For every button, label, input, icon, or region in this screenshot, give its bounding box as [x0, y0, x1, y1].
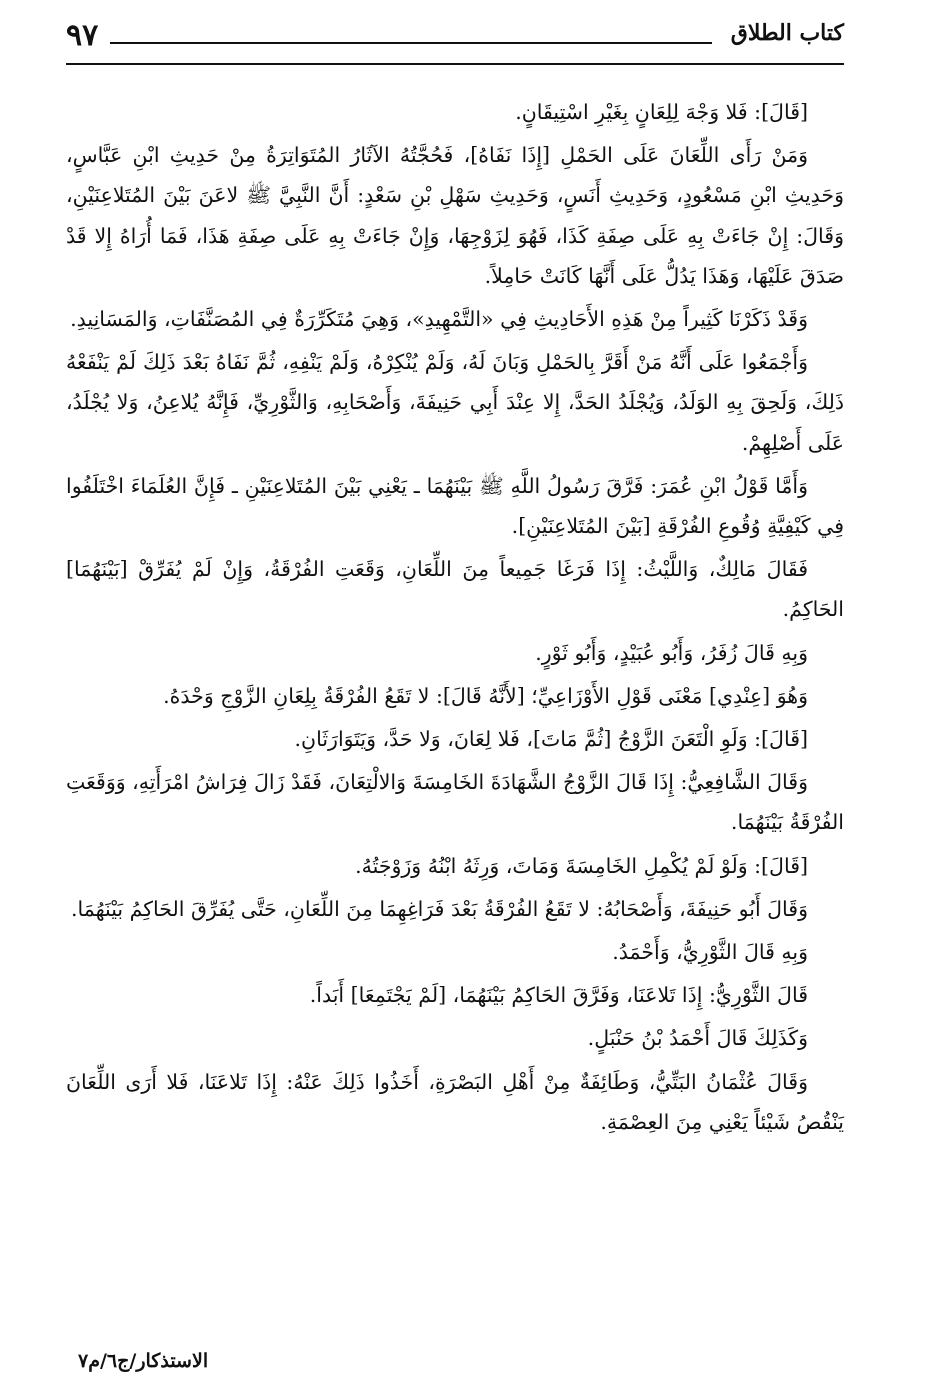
paragraph: وَقَالَ أَبُو حَنِيفَةَ، وَأَصْحَابُهُ: لا تَقَعُ الفُرْقَةُ بَعْدَ فَرَاغِهِمَا مِنَ اللِّعَانِ، حَتَّى يُفَرِّقَ الحَاكِمُ بَيْنَهُمَا.: [70, 896, 808, 921]
paragraph: وَبِهِ قَالَ زُفَرُ، وَأَبُو عُبَيْدٍ، وَأَبُو ثَوْرٍ.: [535, 640, 808, 665]
header-rule: [110, 42, 712, 44]
paragraph: فَقَالَ مَالِكٌ، وَاللَّيْثُ: إِذَا فَرَغَا جَمِيعاً مِنَ اللِّعَانِ، وَقَعَتِ الفُرْقَةُ، وَإِنْ لَمْ يُفَرِّقْ [بَيْنَهُمَا] الحَاكِمُ.: [66, 557, 844, 622]
paragraph: وَبِهِ قَالَ الثَّوْرِيُّ، وَأَحْمَدُ.: [612, 940, 808, 965]
page-header: [66, 18, 844, 66]
page-number: ٩٧: [66, 18, 99, 53]
paragraph: وَقَالَ الشَّافِعِيُّ: إِذَا قَالَ الزَّوْجُ الشَّهَادَةَ الخَامِسَةَ وَالالْتِعَانَ، فَقَدْ زَالَ فِرَاشُ امْرَأَتِهِ، وَوَقَعَتِ الفُرْقَةُ بَيْنَهُمَا.: [66, 770, 844, 835]
paragraph: وَهُوَ [عِنْدِي] مَعْنَى قَوْلِ الأَوْزَاعِيِّ؛ [لأَنَّهُ قَالَ]: لا تَقَعُ الفُرْقَةُ بِلِعَانِ الزَّوْجِ وَحْدَهُ.: [163, 683, 808, 708]
paragraph: وَكَذَلِكَ قَالَ أَحْمَدُ بْنُ حَنْبَلٍ.: [587, 1026, 808, 1051]
running-title: كتاب الطلاق: [730, 20, 844, 46]
paragraph: قَالَ الثَّوْرِيُّ: إِذَا تَلاعَنَا، وَفَرَّقَ الحَاكِمُ بَيْنَهُمَا، [لَمْ يَجْتَمِعَا] أَبَداً.: [309, 983, 808, 1008]
paragraph: [قَالَ]: وَلَوِ الْتَعَنَ الزَّوْجُ [ثُمَّ مَاتَ]، فَلا لِعَانَ، وَلا حَدَّ، وَيَتَوَارَثَانِ.: [294, 727, 808, 752]
paragraph: وَأَجْمَعُوا عَلَى أَنَّهُ مَنْ أَقَرَّ بِالحَمْلِ وَبَانَ لَهُ، وَلَمْ يُنْكِرْهُ، وَلَمْ يَنْفِهِ، ثُمَّ نَفَاهُ بَعْدَ ذَلِكَ لَمْ يَنْفَعْهُ ذَلِكَ، وَلَحِقَ بِهِ الوَلَدُ، وَيُجْلَدُ الحَدَّ، إِلا عِنْدَ أَبِي حَنِيفَةَ، وَأَصْحَابِهِ، وَالثَّوْرِيِّ، فَإِنَّهُ يُلاعِنُ، وَلا يُجْلَدُ، عَلَى أَصْلِهِمْ.: [66, 350, 844, 455]
body-text: [66, 92, 844, 1145]
paragraph: وَقَالَ عُثْمَانُ البَتِّيُّ، وَطَائِفَةٌ مِنْ أَهْلِ البَصْرَةِ، أَخَذُوا ذَلِكَ عَنْهُ: إِذَا تَلاعَنَا، فَلا أَرَى اللِّعَانَ يَنْقُصُ شَيْئاً يَعْنِي مِنَ العِصْمَةِ.: [66, 1069, 844, 1134]
paragraph: وَمَنْ رَأَى اللِّعَانَ عَلَى الحَمْلِ [إِذَا نَفَاهُ]، فَحُجَّتُهُ الآثَارُ المُتَوَاتِرَةُ مِنْ حَدِيثِ ابْنِ عَبَّاسٍ، وَحَدِيثِ ابْنِ مَسْعُودٍ، وَحَدِيثِ أَنَسٍ، وَحَدِيثِ سَهْلِ بْنِ سَعْدٍ: أَنَّ النَّبِيَّ ﷺ لاعَنَ بَيْنَ المُتَلاعِنَيْنِ، وَقَالَ: إِنْ جَاءَتْ بِهِ عَلَى صِفَةِ كَذَا، فَهُوَ لِزَوْجِهَا، وَإِنْ جَاءَتْ بِهِ عَلَى صِفَةِ هَذَا، فَمَا أُرَاهُ إِلا قَدْ صَدَقَ عَلَيْهَا، وَهَذَا يَدُلُّ عَلَى أَنَّهَا كَانَتْ حَامِلاً.: [66, 143, 844, 288]
paragraph: [قَالَ]: وَلَوْ لَمْ يُكْمِلِ الخَامِسَةَ وَمَاتَ، وَرِثَهُ ابْنُهُ وَزَوْجَتُهُ.: [355, 853, 808, 878]
paragraph: وَأَمَّا قَوْلُ ابْنِ عُمَرَ: فَرَّقَ رَسُولُ اللَّهِ ﷺ بَيْنَهُمَا ـ يَعْنِي بَيْنَ المُتَلاعِنَيْنِ ـ فَإِنَّ العُلَمَاءَ اخْتَلَفُوا فِي كَيْفِيَّةِ وُقُوعِ الفُرْقَةِ [بَيْنَ المُتَلاعِنَيْنِ].: [66, 473, 844, 539]
paragraph: [قَالَ]: فَلا وَجْهَ لِلِعَانٍ بِغَيْرِ اسْتِيقَانٍ.: [515, 100, 808, 124]
paragraph: وَقَدْ ذَكَرْنَا كَثِيراً مِنْ هَذِهِ الأَحَادِيثِ فِي «التَّمْهِيدِ»، وَهِيَ مُتَكَرِّرَةٌ فِي المُصَنَّفَاتِ، وَالمَسَانِيدِ.: [70, 307, 808, 332]
signature-mark: الاستذكار/ج٦/م٧: [78, 1350, 209, 1372]
header-underline: [66, 63, 844, 65]
